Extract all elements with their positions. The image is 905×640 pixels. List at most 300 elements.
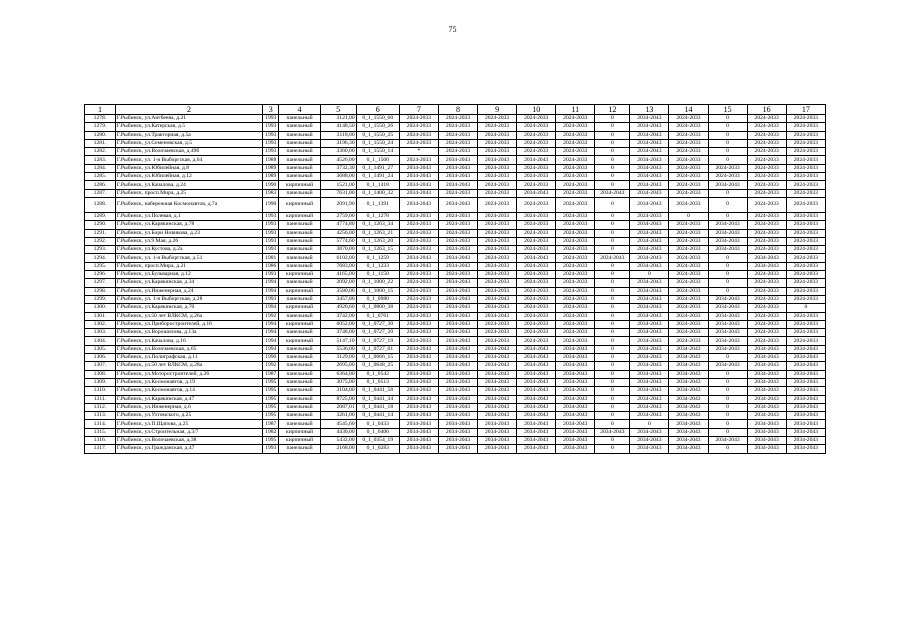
table-cell: 0 (595, 181, 630, 189)
table-cell: 2034-2043 (630, 197, 669, 212)
table-cell: 2695,00 (320, 362, 356, 370)
table-cell: 2034-2043 (517, 420, 556, 428)
table-cell: 2034-2043 (630, 115, 669, 123)
table-cell: 2024-2033 (399, 312, 438, 320)
table-cell: 0 (708, 387, 747, 395)
table-cell: 2024-2033 (556, 148, 595, 156)
table-cell: Г.Рыбинск, ул. 1-я Выборгская, д.64 (115, 156, 262, 164)
table-cell: панельный (279, 378, 320, 386)
table-cell: 2024-2033 (399, 279, 438, 287)
table-cell: 2034-2043 (399, 164, 438, 172)
table-cell: 0_1_0542 (356, 370, 399, 378)
table-cell: 2034-2043 (438, 362, 477, 370)
table-cell: панельный (279, 131, 320, 139)
table-cell: 0_1_1418 (356, 181, 399, 189)
table-cell: 3360,00 (320, 148, 356, 156)
table-cell: 2024-2033 (399, 271, 438, 279)
table-cell: 2034-2043 (517, 362, 556, 370)
table-cell: 0 (595, 197, 630, 212)
table-cell: 2034-2043 (438, 345, 477, 353)
table-cell: 1297. (85, 279, 116, 287)
table-cell: панельный (279, 254, 320, 262)
table-cell: 0_1_1400_32 (356, 189, 399, 197)
table-cell: 2024-2033 (669, 131, 708, 139)
table-cell: 2024-2033 (556, 304, 595, 312)
column-header-7: 7 (399, 105, 438, 115)
table-cell: 2034-2043 (478, 362, 517, 370)
table-cell: 2034-2043 (438, 445, 477, 453)
table-row (85, 420, 826, 428)
table-cell: 2024-2033 (556, 156, 595, 164)
table-cell: 2034-2043 (708, 304, 747, 312)
table-cell: панельный (279, 123, 320, 131)
table-cell: 2034-2043 (478, 312, 517, 320)
table-cell: 1285. (85, 173, 116, 181)
table-cell: панельный (279, 295, 320, 303)
table-cell: 0 (595, 271, 630, 279)
table-cell: 1306. (85, 354, 116, 362)
table-body (85, 105, 826, 454)
table-cell: Г.Рыбинск, ул.Юбилейная, д.8 (115, 164, 262, 172)
table-cell: 2024-2033 (556, 279, 595, 287)
table-cell: 1291. (85, 229, 116, 237)
table-cell: 2024-2033 (399, 212, 438, 220)
table-row (85, 428, 826, 436)
table-cell: 0 (669, 212, 708, 220)
table-cell: 1993 (263, 295, 279, 303)
table-cell: 2034-2043 (747, 254, 786, 262)
table-cell: 2034-2043 (438, 403, 477, 411)
table-cell: Г.Рыбинск, ул.Моторостроителей, д.26 (115, 370, 262, 378)
table-cell: 2034-2043 (438, 412, 477, 420)
table-cell: 6364,00 (320, 370, 356, 378)
table-cell: 4920,60 (320, 304, 356, 312)
table-cell: 2034-2043 (630, 304, 669, 312)
table-cell: 2034-2043 (438, 287, 477, 295)
table-cell: 2024-2033 (786, 131, 825, 139)
table-cell: 2034-2043 (786, 403, 825, 411)
table-cell: 2024-2033 (669, 221, 708, 229)
table-cell: 1279. (85, 123, 116, 131)
table-cell: 1993 (263, 139, 279, 147)
table-cell: панельный (279, 229, 320, 237)
table-cell: панельный (279, 237, 320, 245)
table-cell: панельный (279, 156, 320, 164)
table-row (85, 115, 826, 123)
column-header-4: 4 (279, 105, 320, 115)
table-cell: 2024-2033 (556, 295, 595, 303)
table-cell: 1314. (85, 420, 116, 428)
table-cell: 2024-2033 (786, 148, 825, 156)
table-cell: 0 (595, 115, 630, 123)
table-cell: 2024-2033 (438, 212, 477, 220)
table-cell: 2024-2033 (438, 229, 477, 237)
table-cell: 2024-2033 (556, 131, 595, 139)
table-cell: 2024-2033 (517, 173, 556, 181)
table-cell: 1986 (263, 262, 279, 270)
table-cell: 8725,00 (320, 395, 356, 403)
column-header-11: 11 (556, 105, 595, 115)
table-cell: Г.Рыбинск, ул.Карякинская, д.47 (115, 395, 262, 403)
table-cell: 2034-2043 (630, 387, 669, 395)
table-cell: 2024-2033 (517, 337, 556, 345)
table-cell: Г.Рыбинск, ул.Волочаевская, д.38 (115, 436, 262, 444)
table-cell: Г.Рыбинск, ул. 1-я Выборгская, д.51 (115, 254, 262, 262)
table-cell: 2034-2043 (478, 445, 517, 453)
column-header-10: 10 (517, 105, 556, 115)
table-cell: 2759,00 (320, 212, 356, 220)
table-cell: 2034-2043 (669, 445, 708, 453)
table-cell: 2024-2033 (517, 212, 556, 220)
table-cell: 2024-2033 (517, 139, 556, 147)
table-cell: 2034-2043 (478, 436, 517, 444)
table-cell: панельный (279, 395, 320, 403)
table-cell: 1995 (263, 387, 279, 395)
table-cell: 0_1_1550_26 (356, 123, 399, 131)
table-cell: 0 (708, 156, 747, 164)
table-cell: кирпичный (279, 181, 320, 189)
table-cell: 0_1_0441_34 (356, 395, 399, 403)
table-cell: панельный (279, 173, 320, 181)
table-cell: 0_1_1259 (356, 254, 399, 262)
table-cell: 2024-2033 (517, 295, 556, 303)
table-cell: 0 (595, 246, 630, 254)
table-cell: кирпичный (279, 320, 320, 328)
table-cell: Г.Рыбинск, ул.Космонавтов, д.19 (115, 378, 262, 386)
table-cell: 1993 (263, 115, 279, 123)
table-cell: 2024-2033 (438, 131, 477, 139)
table-cell: 2024-2033 (747, 312, 786, 320)
table-cell: 0 (708, 131, 747, 139)
table-cell: 0_1_1263_15 (356, 246, 399, 254)
table-cell: 2034-2043 (517, 412, 556, 420)
table-cell: 2034-2043 (517, 395, 556, 403)
table-cell: панельный (279, 279, 320, 287)
table-cell: 0 (595, 378, 630, 386)
table-cell: 2024-2033 (478, 279, 517, 287)
table-cell: 2024-2033 (747, 131, 786, 139)
table-cell: 2024-2033 (438, 115, 477, 123)
table-cell: 2034-2043 (630, 173, 669, 181)
table-cell: 2024-2033 (556, 197, 595, 212)
table-cell: Г.Рыбинск, ул.Инженерная, д.24 (115, 287, 262, 295)
table-cell: 1303. (85, 329, 116, 337)
table-cell: 2024-2033 (556, 115, 595, 123)
table-cell: 2024-2033 (747, 115, 786, 123)
table-cell: 2024-2033 (438, 271, 477, 279)
table-cell: 2024-2033 (669, 271, 708, 279)
table-cell: 2024-2033 (786, 262, 825, 270)
table-cell: 2034-2043 (399, 412, 438, 420)
table-cell: 2024-2033 (478, 148, 517, 156)
table-cell: 2034-2043 (630, 362, 669, 370)
table-cell: 2034-2043 (478, 370, 517, 378)
table-cell: 2034-2043 (669, 412, 708, 420)
table-cell: 2034-2043 (630, 337, 669, 345)
table-cell: 1995 (263, 378, 279, 386)
table-cell: 2034-2043 (399, 403, 438, 411)
table-cell: 0 (595, 287, 630, 295)
table-cell: Г.Рыбинск, ул.Ангбеева, д.21 (115, 115, 262, 123)
table-cell: 2024-2033 (556, 246, 595, 254)
column-header-14: 14 (669, 105, 708, 115)
table-cell: 0_1_0648_25 (356, 362, 399, 370)
table-cell: панельный (279, 139, 320, 147)
table-cell: 2024-2033 (517, 329, 556, 337)
table-cell: 4545,60 (320, 420, 356, 428)
table-row (85, 139, 826, 147)
table-cell: 0_1_0441_18 (356, 403, 399, 411)
table-cell: 2034-2043 (747, 378, 786, 386)
table-cell: 2034-2043 (630, 131, 669, 139)
table-cell: 1993 (263, 123, 279, 131)
table-cell: 2034-2043 (517, 378, 556, 386)
table-cell: 2024-2033 (786, 254, 825, 262)
table-cell: 2034-2043 (669, 362, 708, 370)
table-cell: 2034-2043 (747, 370, 786, 378)
table-cell: 0_1_1233 (356, 262, 399, 270)
table-cell: 2034-2043 (747, 436, 786, 444)
table-cell: 2034-2043 (399, 345, 438, 353)
table-cell: 2024-2033 (556, 164, 595, 172)
table-cell: 2024-2033 (786, 173, 825, 181)
table-cell: 2024-2033 (399, 139, 438, 147)
table-cell: 2024-2033 (669, 148, 708, 156)
table-cell: 3742,00 (320, 312, 356, 320)
table-cell: 1987 (263, 420, 279, 428)
table-cell: 0 (708, 378, 747, 386)
table-cell: 2034-2043 (630, 287, 669, 295)
table-cell: 2024-2033 (786, 246, 825, 254)
table-cell: 0_1_1550_25 (356, 131, 399, 139)
table-cell: 1990 (263, 181, 279, 189)
table-cell: 2024-2033 (478, 320, 517, 328)
table-cell: Г.Рыбинск, ул.Полевая, д.1 (115, 212, 262, 220)
table-cell: 0 (595, 221, 630, 229)
table-row (85, 123, 826, 131)
table-cell: 1992 (263, 312, 279, 320)
table-cell: 1993 (263, 131, 279, 139)
column-header-1: 1 (85, 105, 116, 115)
table-cell: 0_1_1150 (356, 271, 399, 279)
table-cell: 1989 (263, 173, 279, 181)
table-cell: 2024-2033 (747, 197, 786, 212)
table-cell: 1992 (263, 362, 279, 370)
table-cell: 2034-2043 (669, 370, 708, 378)
table-cell: 1299. (85, 295, 116, 303)
table-cell: 0 (708, 271, 747, 279)
table-cell: 2024-2033 (556, 237, 595, 245)
table-cell: 2024-2033 (399, 337, 438, 345)
table-cell: 0 (786, 304, 825, 312)
table-cell: 2034-2043 (630, 148, 669, 156)
table-cell: 2024-2033 (747, 271, 786, 279)
table-row (85, 181, 826, 189)
table-cell: 2034-2043 (630, 320, 669, 328)
table-cell: панельный (279, 354, 320, 362)
table-cell: 0 (708, 139, 747, 147)
table-cell: 2024-2033 (669, 181, 708, 189)
table-cell: Г.Рыбинск, ул.Катерская, д.5 (115, 123, 262, 131)
table-cell: 2034-2043 (556, 445, 595, 453)
table-cell: 2024-2033 (669, 123, 708, 131)
table-cell: 2024-2033 (517, 131, 556, 139)
table-cell: 2034-2043 (630, 378, 669, 386)
table-cell: 2087,01 (320, 403, 356, 411)
table-cell: 0 (595, 403, 630, 411)
table-cell: 2034-2043 (786, 370, 825, 378)
table-cell: 2034-2043 (556, 378, 595, 386)
table-cell: 2034-2043 (438, 370, 477, 378)
table-cell: 2024-2033 (786, 229, 825, 237)
table-cell: 2034-2043 (786, 420, 825, 428)
table-cell: Г.Рыбинск, ул.50 лет ВЛКСМ, д.26а (115, 312, 262, 320)
table-cell: 0 (595, 362, 630, 370)
table-cell: 2024-2033 (556, 229, 595, 237)
table-row (85, 345, 826, 353)
table-cell: 2034-2043 (786, 445, 825, 453)
table-cell: 0 (708, 148, 747, 156)
table-cell: 2024-2033 (517, 246, 556, 254)
table-row (85, 279, 826, 287)
table-cell: 7683,00 (320, 262, 356, 270)
table-cell: 1995 (263, 395, 279, 403)
table-cell: панельный (279, 403, 320, 411)
table-row (85, 221, 826, 229)
table-cell: 2091,90 (320, 197, 356, 212)
table-cell: 2024-2033 (747, 164, 786, 172)
table-cell: 0 (708, 262, 747, 270)
table-cell: 2024-2033 (669, 197, 708, 212)
table-cell: 2024-2033 (556, 262, 595, 270)
table-cell: 2024-2033 (747, 229, 786, 237)
table-cell: 2034-2043 (438, 173, 477, 181)
table-cell: 0 (708, 254, 747, 262)
column-header-2: 2 (115, 105, 262, 115)
table-row (85, 189, 826, 197)
table-cell: Г.Рыбинск, ул.Гражданская, д.47 (115, 445, 262, 453)
table-cell: Г.Рыбинск, ул.50 лет ВЛКСМ, д.28а (115, 362, 262, 370)
table-cell: 2034-2043 (747, 262, 786, 270)
table-cell: 2034-2043 (438, 304, 477, 312)
table-cell: 2034-2043 (595, 428, 630, 436)
table-cell: 2034-2043 (556, 403, 595, 411)
table-cell: 2024-2033 (556, 173, 595, 181)
table-cell: 2024-2033 (517, 279, 556, 287)
table-cell: 5147,10 (320, 337, 356, 345)
table-cell: 2024-2033 (786, 212, 825, 220)
table-cell: 0 (595, 131, 630, 139)
table-cell: 6102,00 (320, 254, 356, 262)
table-cell: 2024-2033 (517, 181, 556, 189)
table-cell: 0 (595, 387, 630, 395)
table-cell: Г.Рыбинск, ул. 1-я Выборгская, д.28 (115, 295, 262, 303)
table-cell: 2034-2043 (399, 254, 438, 262)
table-cell: 2024-2033 (747, 304, 786, 312)
table-cell: 2024-2033 (517, 312, 556, 320)
table-cell: 2024-2033 (478, 262, 517, 270)
table-cell: 2024-2033 (478, 271, 517, 279)
table-cell: 0_1_0727_19 (356, 337, 399, 345)
table-row (85, 148, 826, 156)
table-cell: 0 (708, 279, 747, 287)
table-cell: Г.Рыбинск, набережная Космонавтов, д.7а (115, 197, 262, 212)
table-cell: 1983 (263, 189, 279, 197)
table-cell: 1289. (85, 212, 116, 220)
table-cell: панельный (279, 445, 320, 453)
table-cell: 2024-2033 (478, 123, 517, 131)
table-cell: 2024-2033 (669, 189, 708, 197)
table-cell: 2024-2033 (669, 229, 708, 237)
table-cell: 1290. (85, 221, 116, 229)
table-cell: Г.Рыбинск, ул.Ухтомского, д.25 (115, 412, 262, 420)
table-cell: 0_1_0406 (356, 428, 399, 436)
table-cell: 0 (595, 370, 630, 378)
table-cell: 2034-2043 (786, 378, 825, 386)
table-cell: 0_1_0727_20 (356, 329, 399, 337)
table-cell: 2034-2043 (438, 181, 477, 189)
table-cell: 2034-2043 (786, 412, 825, 420)
table-cell: панельный (279, 329, 320, 337)
table-cell: 2034-2043 (669, 436, 708, 444)
table-cell: 2024-2033 (517, 262, 556, 270)
table-cell: 0_1_1263_21 (356, 229, 399, 237)
table-cell: 1995 (263, 403, 279, 411)
table-cell: 0_1_0980 (356, 295, 399, 303)
table-cell: 0 (595, 320, 630, 328)
table-cell: 2024-2033 (399, 246, 438, 254)
table-row (85, 395, 826, 403)
table-cell: Г.Рыбинск, ул.Качалова, д.24 (115, 181, 262, 189)
table-cell: 1982 (263, 428, 279, 436)
table-cell: 2034-2043 (630, 329, 669, 337)
table-row (85, 254, 826, 262)
table-cell: 2024-2033 (399, 221, 438, 229)
table-cell: 1286. (85, 181, 116, 189)
table-cell: 2034-2043 (669, 345, 708, 353)
table-cell: панельный (279, 387, 320, 395)
table-cell: 2024-2033 (517, 229, 556, 237)
table-cell: 2024-2033 (438, 237, 477, 245)
table-cell: 2024-2033 (669, 329, 708, 337)
table-cell: 2024-2033 (786, 164, 825, 172)
table-cell: 2034-2043 (630, 229, 669, 237)
table-row (85, 131, 826, 139)
table-cell: 2024-2033 (786, 329, 825, 337)
table-cell: 1295. (85, 262, 116, 270)
table-cell: 2034-2043 (478, 295, 517, 303)
table-cell: Г.Рыбинск, ул.Бульварная, д.12 (115, 271, 262, 279)
table-cell: 2024-2033 (786, 156, 825, 164)
table-cell: 2034-2043 (630, 139, 669, 147)
table-cell: панельный (279, 362, 320, 370)
table-cell: 1994 (263, 345, 279, 353)
table-cell: 2024-2033 (556, 139, 595, 147)
page-number: 75 (448, 25, 457, 34)
table-row (85, 164, 826, 172)
table-cell: 2034-2043 (630, 189, 669, 197)
table-cell: 2034-2043 (630, 403, 669, 411)
table-cell: 2034-2043 (630, 428, 669, 436)
table-cell: 2024-2033 (669, 312, 708, 320)
table-cell: 2024-2033 (517, 221, 556, 229)
table-cell: 2024-2033 (399, 295, 438, 303)
table-cell: Г.Рыбинск, ул.Бори Новикова, д.23 (115, 229, 262, 237)
table-cell: 2024-2033 (747, 148, 786, 156)
table-cell: Г.Рыбинск, ул.Волочаевская, д.49б (115, 148, 262, 156)
table-cell: 2024-2033 (747, 181, 786, 189)
column-header-8: 8 (438, 105, 477, 115)
